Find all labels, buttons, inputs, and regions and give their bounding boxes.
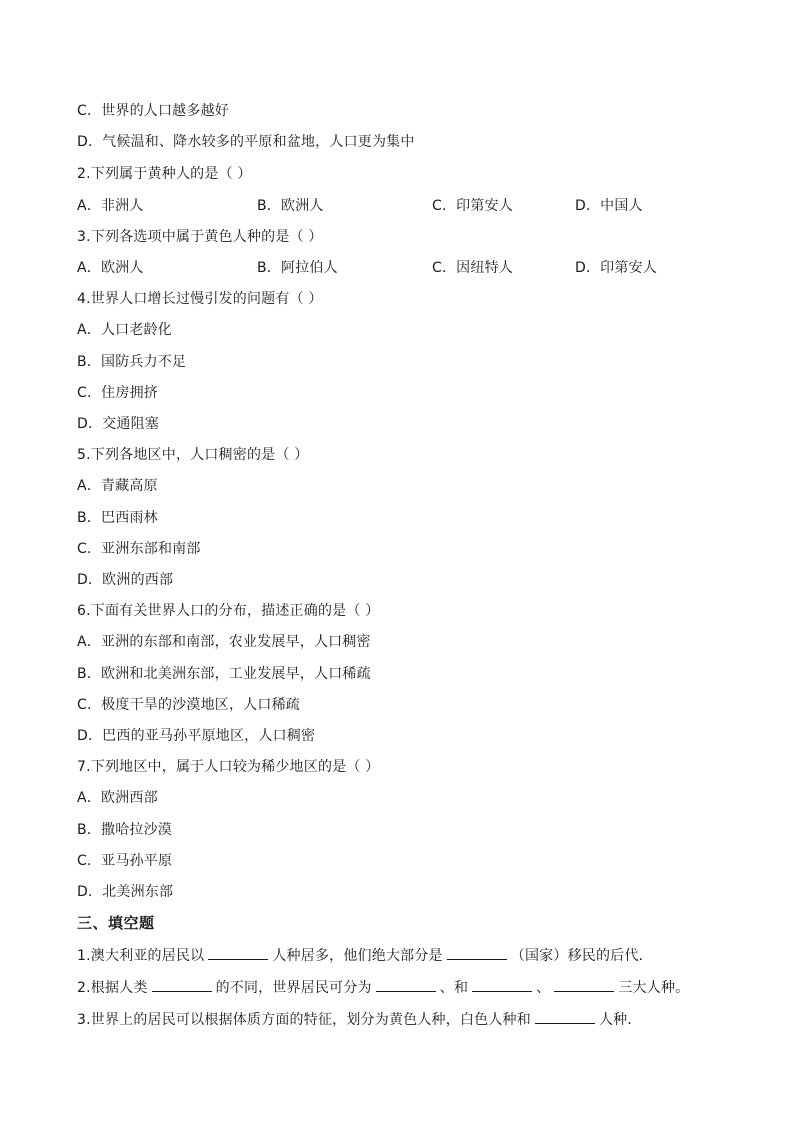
section-3-title: 三、填空题 — [77, 914, 155, 932]
fill-2-blank-2 — [376, 977, 436, 992]
q7-option-c: C．亚马孙平原 — [77, 853, 173, 869]
q2-option-b: B．欧洲人 — [257, 198, 324, 214]
q5-option-a: A．青藏高原 — [77, 478, 158, 494]
question-3-options — [77, 259, 717, 277]
q6-option-b: B．欧洲和北美洲东部，工业发展早，人口稀疏 — [77, 666, 371, 682]
fill-1-blank-1 — [208, 945, 268, 960]
q7-option-d: D．北美洲东部 — [77, 884, 174, 900]
q5-option-c: C．亚洲东部和南部 — [77, 541, 201, 557]
q4-option-a: A．人口老龄化 — [77, 322, 172, 338]
q4-option-c: C．住房拥挤 — [77, 385, 158, 401]
fill-2-text-1: 2.根据人类 — [77, 980, 148, 996]
q6-option-a: A．亚洲的东部和南部，农业发展早，人口稠密 — [77, 634, 371, 650]
fill-2-blank-1 — [152, 977, 212, 992]
question-7: 7.下列地区中，属于人口较为稀少地区的是（ ） — [77, 759, 380, 775]
q7-option-b: B．撒哈拉沙漠 — [77, 822, 173, 838]
fill-1-blank-2 — [447, 945, 507, 960]
fill-question-2 — [77, 977, 689, 997]
fill-3-text-2: 人种． — [598, 1012, 642, 1028]
fill-2-text-2: 的不同，世界居民可分为 — [215, 980, 372, 996]
q6-option-c: C．极度干旱的沙漠地区，人口稀疏 — [77, 697, 300, 713]
q4-option-d: D．交通阻塞 — [77, 416, 159, 432]
fill-1-text-3: （国家）移民的后代． — [510, 948, 653, 964]
q2-option-c: C．印第安人 — [432, 198, 513, 214]
q3-option-a: A．欧洲人 — [77, 260, 144, 276]
q2-option-d: D．中国人 — [575, 198, 643, 214]
question-4: 4.世界人口增长过慢引发的问题有（ ） — [77, 291, 323, 307]
fill-2-text-5: 三大人种。 — [618, 980, 690, 996]
q5-option-d: D．欧洲的西部 — [77, 572, 174, 588]
question-2-options — [77, 197, 717, 215]
q2-option-a: A．非洲人 — [77, 198, 144, 214]
question-6: 6.下面有关世界人口的分布，描述正确的是（ ） — [77, 603, 380, 619]
fill-question-1 — [77, 945, 653, 965]
q3-option-c: C．因纽特人 — [432, 260, 513, 276]
q3-option-d: D．印第安人 — [575, 260, 657, 276]
fill-3-blank-1 — [535, 1009, 595, 1024]
fill-2-blank-3 — [472, 977, 532, 992]
fill-1-text-2: 人种居多，他们绝大部分是 — [272, 948, 443, 964]
q1-option-d: D．气候温和、降水较多的平原和盆地，人口更为集中 — [77, 134, 415, 150]
fill-2-text-3: 、和 — [439, 980, 469, 996]
q7-option-a: A．欧洲西部 — [77, 790, 158, 806]
fill-2-blank-4 — [554, 977, 614, 992]
q3-option-b: B．阿拉伯人 — [257, 260, 338, 276]
fill-3-text-1: 3.世界上的居民可以根据体质方面的特征，划分为黄色人种，白色人种和 — [77, 1012, 531, 1028]
fill-question-3 — [77, 1009, 642, 1029]
fill-2-text-4: 、 — [536, 980, 551, 996]
q6-option-d: D．巴西的亚马孙平原地区，人口稠密 — [77, 728, 316, 744]
q4-option-b: B．国防兵力不足 — [77, 354, 187, 370]
q1-option-c: C．世界的人口越多越好 — [77, 103, 229, 119]
question-2: 2.下列属于黄种人的是（ ） — [77, 166, 252, 182]
question-5: 5.下列各地区中，人口稠密的是（ ） — [77, 447, 309, 463]
fill-1-text-1: 1.澳大利亚的居民以 — [77, 948, 205, 964]
question-3: 3.下列各选项中属于黄色人种的是（ ） — [77, 229, 323, 245]
q5-option-b: B．巴西雨林 — [77, 510, 158, 526]
